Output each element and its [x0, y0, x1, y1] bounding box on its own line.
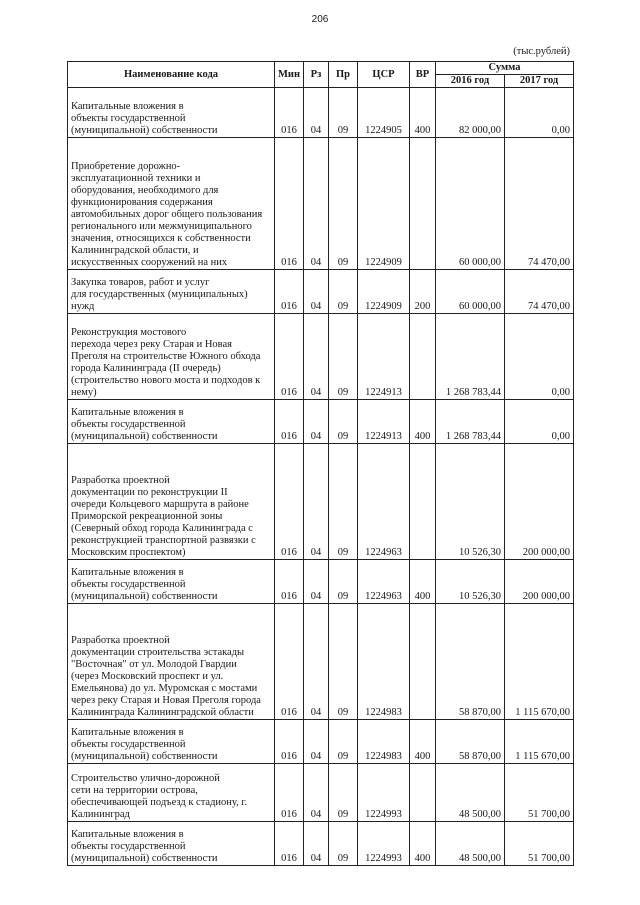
- header-csr: ЦСР: [358, 62, 410, 88]
- row-2017: 200 000,00: [505, 560, 574, 604]
- row-rz: 04: [304, 138, 329, 270]
- row-rz: 04: [304, 822, 329, 866]
- row-2016: 60 000,00: [436, 138, 505, 270]
- row-2016: 82 000,00: [436, 88, 505, 138]
- page-number: 206: [311, 14, 329, 25]
- row-vr: 400: [410, 560, 436, 604]
- row-vr: 400: [410, 400, 436, 444]
- row-2017: 51 700,00: [505, 764, 574, 822]
- table-row: [68, 720, 574, 764]
- row-2016: 1 268 783,44: [436, 314, 505, 400]
- row-2017: 1 115 670,00: [505, 604, 574, 720]
- row-csr: 1224913: [358, 314, 410, 400]
- row-2016: 10 526,30: [436, 444, 505, 560]
- row-vr: [410, 604, 436, 720]
- header-2016: 2016 год: [436, 75, 505, 88]
- row-vr: 400: [410, 822, 436, 866]
- row-2017: 0,00: [505, 400, 574, 444]
- table-row: [68, 138, 574, 270]
- header-rz: Рз: [304, 62, 329, 88]
- table-row: [68, 314, 574, 400]
- row-2017: 51 700,00: [505, 822, 574, 866]
- row-pr: 09: [329, 764, 358, 822]
- row-name: Разработка проектной документации по реконструкции II очереди Кольцевого маршрута в районе Приморской рекреационной зоны (Северный обход города Калининграда с реконструкцией транспортной развязки с Московским проспектом): [68, 444, 275, 560]
- row-name: Реконструкция мостового перехода через реку Старая и Новая Преголя на строительстве Южного обхода города Калининграда (II очередь) (строительство нового моста и подходов к нему): [68, 314, 275, 400]
- row-csr: 1224963: [358, 444, 410, 560]
- row-pr: 09: [329, 560, 358, 604]
- row-name: Капитальные вложения в объекты государственной (муниципальной) собственности: [68, 88, 275, 138]
- row-rz: 04: [304, 720, 329, 764]
- header-pr: Пр: [329, 62, 358, 88]
- row-2016: 58 870,00: [436, 720, 505, 764]
- row-pr: 09: [329, 604, 358, 720]
- row-min: 016: [275, 822, 304, 866]
- row-name: Капитальные вложения в объекты государственной (муниципальной) собственности: [68, 720, 275, 764]
- row-vr: [410, 314, 436, 400]
- row-name: Закупка товаров, работ и услуг для государственных (муниципальных) нужд: [68, 270, 275, 314]
- row-csr: 1224905: [358, 88, 410, 138]
- budget-table: [67, 61, 574, 866]
- row-vr: 200: [410, 270, 436, 314]
- row-rz: 04: [304, 314, 329, 400]
- header-min: Мин: [275, 62, 304, 88]
- row-csr: 1224983: [358, 604, 410, 720]
- row-min: 016: [275, 720, 304, 764]
- row-min: 016: [275, 314, 304, 400]
- row-name: Капитальные вложения в объекты государственной (муниципальной) собственности: [68, 822, 275, 866]
- row-rz: 04: [304, 270, 329, 314]
- row-name: Приобретение дорожно- эксплуатационной техники и оборудования, необходимого для функционирования содержания автомобильных дорог общего пользования регионального или межмуниципального значения, относящихся к собственности Калининградской области, и искусственных сооружений на них: [68, 138, 275, 270]
- row-csr: 1224993: [358, 822, 410, 866]
- table-row: [68, 444, 574, 560]
- units-label: (тыс.рублей): [513, 46, 570, 57]
- table-row: [68, 604, 574, 720]
- row-min: 016: [275, 764, 304, 822]
- table-row: [68, 822, 574, 866]
- row-csr: 1224993: [358, 764, 410, 822]
- row-vr: 400: [410, 88, 436, 138]
- row-min: 016: [275, 560, 304, 604]
- row-min: 016: [275, 270, 304, 314]
- row-2016: 48 500,00: [436, 764, 505, 822]
- row-pr: 09: [329, 314, 358, 400]
- row-pr: 09: [329, 822, 358, 866]
- header-2017: 2017 год: [505, 75, 574, 88]
- row-vr: [410, 444, 436, 560]
- row-2017: 200 000,00: [505, 444, 574, 560]
- table-row: [68, 764, 574, 822]
- row-min: 016: [275, 604, 304, 720]
- row-2016: 58 870,00: [436, 604, 505, 720]
- row-csr: 1224983: [358, 720, 410, 764]
- row-2016: 60 000,00: [436, 270, 505, 314]
- row-rz: 04: [304, 400, 329, 444]
- row-min: 016: [275, 88, 304, 138]
- row-2016: 1 268 783,44: [436, 400, 505, 444]
- row-2017: 0,00: [505, 314, 574, 400]
- row-vr: 400: [410, 720, 436, 764]
- header-sum: Сумма: [436, 62, 574, 75]
- table-row: [68, 88, 574, 138]
- row-min: 016: [275, 138, 304, 270]
- row-2017: 1 115 670,00: [505, 720, 574, 764]
- row-pr: 09: [329, 444, 358, 560]
- header-vr: ВР: [410, 62, 436, 88]
- row-pr: 09: [329, 720, 358, 764]
- row-csr: 1224909: [358, 138, 410, 270]
- row-name: Строительство улично-дорожной сети на территории острова, обеспечивающей подъезд к стадиону, г. Калининград: [68, 764, 275, 822]
- row-csr: 1224963: [358, 560, 410, 604]
- row-rz: 04: [304, 444, 329, 560]
- row-rz: 04: [304, 604, 329, 720]
- row-vr: [410, 138, 436, 270]
- row-2017: 74 470,00: [505, 270, 574, 314]
- table-row: [68, 560, 574, 604]
- row-pr: 09: [329, 138, 358, 270]
- header-name: Наименование кода: [68, 62, 275, 88]
- row-csr: 1224909: [358, 270, 410, 314]
- row-min: 016: [275, 400, 304, 444]
- row-pr: 09: [329, 400, 358, 444]
- row-csr: 1224913: [358, 400, 410, 444]
- row-name: Разработка проектной документации строительства эстакады "Восточная" от ул. Молодой Гвардии (через Московский проспект и ул. Емельянова) до ул. Муромская с мостами через реку Старая и Новая Преголя города Калининграда Калининградской области: [68, 604, 275, 720]
- row-min: 016: [275, 444, 304, 560]
- row-rz: 04: [304, 88, 329, 138]
- row-vr: [410, 764, 436, 822]
- row-pr: 09: [329, 88, 358, 138]
- row-pr: 09: [329, 270, 358, 314]
- row-name: Капитальные вложения в объекты государственной (муниципальной) собственности: [68, 400, 275, 444]
- row-name: Капитальные вложения в объекты государственной (муниципальной) собственности: [68, 560, 275, 604]
- table-row: [68, 400, 574, 444]
- row-2017: 74 470,00: [505, 138, 574, 270]
- row-rz: 04: [304, 560, 329, 604]
- row-2016: 10 526,30: [436, 560, 505, 604]
- row-2017: 0,00: [505, 88, 574, 138]
- table-row: [68, 270, 574, 314]
- row-rz: 04: [304, 764, 329, 822]
- row-2016: 48 500,00: [436, 822, 505, 866]
